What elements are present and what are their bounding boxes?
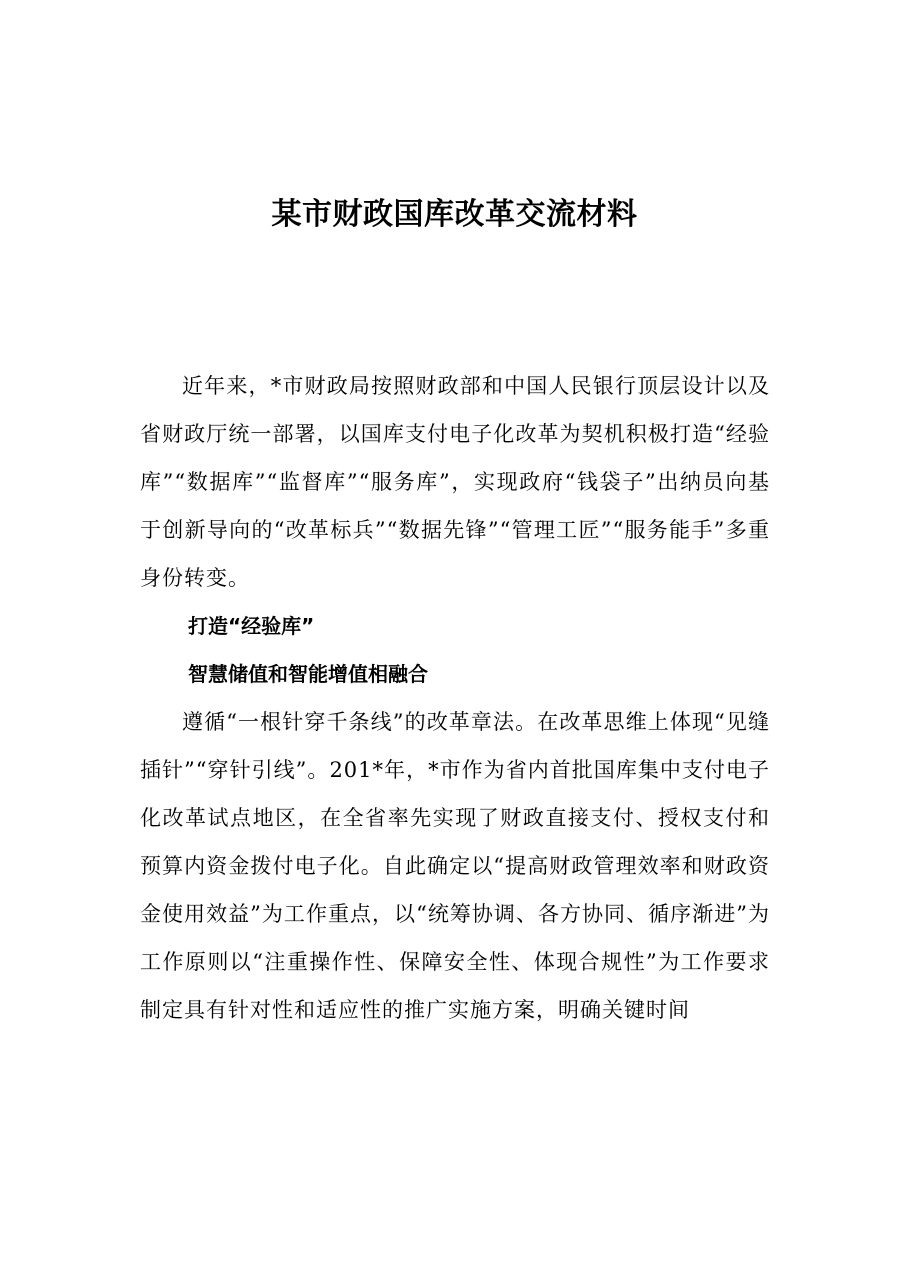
body-paragraph: 遵循“一根针穿千条线”的改革章法。在改革思维上体现“见缝插针”“穿针引线”。201*年，*市作为省内首批国库集中支付电子化改革试点地区，在全省率先实现了财政直接支付、授权支付和预算内资金拨付电子化。自此确定以“提高财政管理效率和财政资金使用效益”为工作重点，以“统筹协调、各方协同、循序渐进”为工作原则以“注重操作性、保障安全性、体现合规性”为工作要求制定具有针对性和适应性的推广实施方案，明确关键时间 xyxy=(140,710,770,1022)
document-title: 某市财政国库改革交流材料 xyxy=(271,197,638,232)
document-body xyxy=(140,362,770,1034)
section-heading: 打造“经验库” xyxy=(188,614,315,638)
subsection-heading: 智慧储值和智能增值相融合 xyxy=(188,662,428,686)
intro-paragraph: 近年来，*市财政局按照财政部和中国人民银行顶层设计以及省财政厅统一部署，以国库支付电子化改革为契机积极打造“经验库”“数据库”“监督库”“服务库”，实现政府“钱袋子”出纳员向基于创新导向的“改革标兵”“数据先锋”“管理工匠”“服务能手”多重身份转变。 xyxy=(140,374,770,590)
